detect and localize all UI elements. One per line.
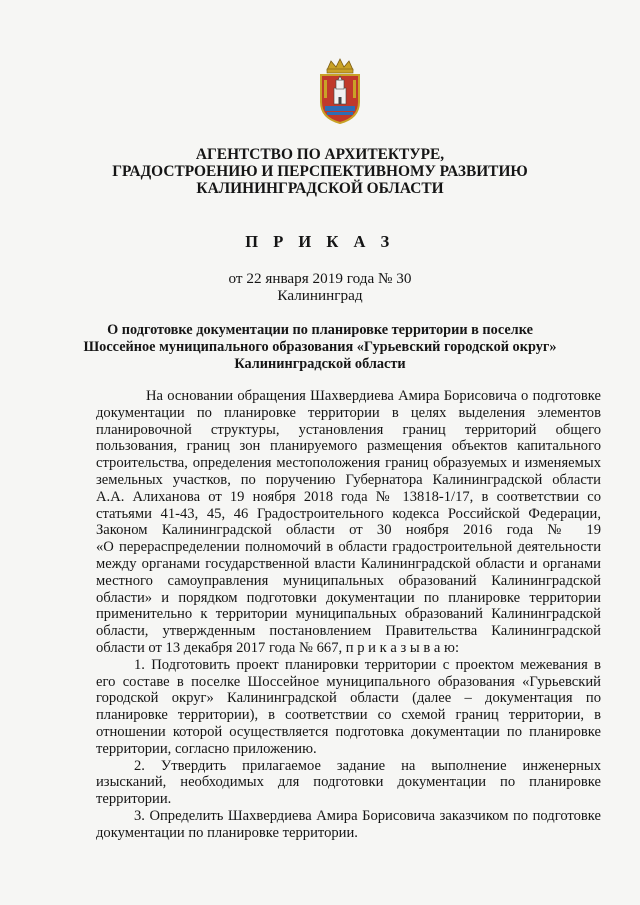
item-2-paragraph (96, 758, 601, 808)
body-line: 1. Подготовить проект планировки территории с проектом межевания в (134, 656, 601, 673)
body-line: планировочной структуры, установления границ территорий общего (96, 421, 601, 438)
body-line: применительно к территории муниципальных образований Калининградской (96, 606, 601, 623)
body-line: его составе в поселке Шоссейное муниципального образования «Гурьевский (96, 673, 601, 690)
order-body (96, 388, 601, 842)
body-line: местного самоуправления муниципальных образований Калининградской (96, 572, 601, 589)
body-line: территории, согласно приложению. (96, 740, 317, 757)
order-title: П Р И К А З (245, 232, 395, 251)
agency-line-3: КАЛИНИНГРАДСКОЙ ОБЛАСТИ (196, 180, 444, 197)
item-1-paragraph (96, 657, 601, 758)
subject-line-3: Калининградской области (234, 356, 406, 372)
body-line: 2. Утвердить прилагаемое задание на выполнение инженерных (134, 757, 601, 774)
body-line: документации по планировке территории. (96, 824, 358, 841)
body-line: строительства, определения местоположения границ образуемых и изменяемых (96, 455, 601, 472)
agency-line-2: ГРАДОСТРОЕНИЮ И ПЕРСПЕКТИВНОМУ РАЗВИТИЮ (112, 163, 528, 180)
subject-line-2: Шоссейное муниципального образования «Гурьевский городской округ» (83, 339, 557, 355)
body-line: области, утвержденным постановлением Правительства Калининградской (96, 623, 601, 640)
body-line: статьями 41-43, 45, 46 Градостроительного кодекса Российской Федерации, (96, 505, 601, 522)
body-line: территории. (96, 791, 172, 808)
order-date-number: от 22 января 2019 года № 30 (228, 270, 412, 287)
coat-of-arms-emblem (315, 58, 365, 124)
body-line: области» и порядком подготовки документации по планировке территории (96, 589, 601, 606)
agency-line-1: АГЕНТСТВО ПО АРХИТЕКТУРЕ, (195, 146, 445, 163)
body-line: «О перераспределении полномочий в области градостроительной деятельности (96, 539, 601, 556)
body-line: между органами государственной власти Калининградской области и органами (96, 555, 601, 572)
order-subject (70, 322, 570, 373)
body-line: изысканий, необходимых для подготовки документации по планировке (96, 774, 601, 791)
body-line: земельных участков, по поручению Губернатора Калининградской области (96, 471, 601, 488)
item-3-paragraph (96, 808, 601, 842)
body-line: документации по планировке территории в целях выделения элементов (96, 404, 601, 421)
body-line: А.А. Алиханова от 19 ноября 2018 года № 13818-1/17, в соответствии со (96, 488, 601, 505)
agency-name (60, 146, 580, 197)
body-line: На основании обращения Шахвердиева Амира Борисовича о подготовке (146, 388, 601, 404)
body-line: отношении которой осуществляется подготовка документации по планировке (96, 723, 601, 740)
preamble-paragraph (96, 388, 601, 657)
body-line: Законом Калининградской области от 30 ноября 2016 года № 19 (96, 522, 601, 539)
body-line: городской округ» Калининградской области (далее – документация по (96, 690, 601, 707)
body-line: области от 13 декабря 2017 года № 667, п р и к а з ы в а ю: (96, 639, 459, 656)
body-line: 3. Определить Шахвердиева Амира Борисовича заказчиком по подготовке (134, 807, 601, 824)
subject-line-1: О подготовке документации по планировке территории в поселке (107, 322, 533, 338)
body-line: пользования, границ зон планируемого размещения объектов капитального (96, 438, 601, 455)
order-city: Калининград (277, 287, 363, 304)
body-line: планировке территории), в соответствии со схемой границ территории, в (96, 707, 601, 724)
